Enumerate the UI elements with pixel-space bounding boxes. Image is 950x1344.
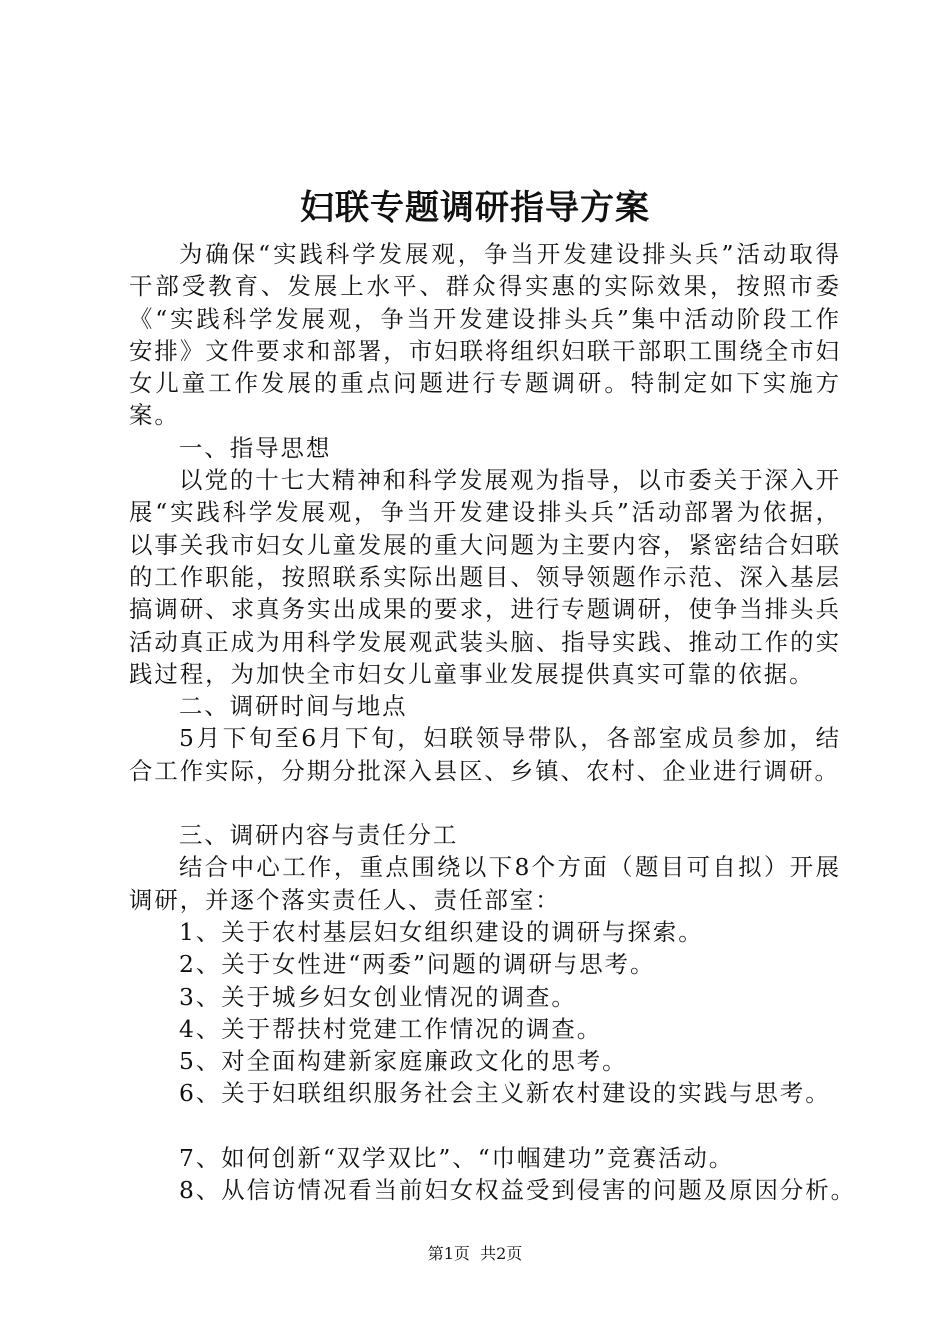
list-item: 8、从信访情况看当前妇女权益受到侵害的问题及原因分析。 [179, 1176, 857, 1205]
section-1-paragraph: 以党的十七大精神和科学发展观为指导，以市委关于深入开展“实践科学发展观，争当开发建设排头兵”活动部署为依据，以事关我市妇女儿童发展的重大问题为主要内容，紧密结合妇联的工作职能，按照联系实际出题目、领导领题作示范、深入基层搞调研、求真务实出成果的要求，进行专题调研，使争当排头兵活动真正成为用科学发展观武装头脑、指导实践、推动工作的实践过程，为加快全市妇女儿童事业发展提供真实可靠的依据。 [129, 466, 841, 688]
section-3-heading: 三、调研内容与责任分工 [179, 821, 459, 850]
list-item: 6、关于妇联组织服务社会主义新农村建设的实践与思考。 [179, 1079, 831, 1108]
list-item: 5、对全面构建新家庭廉政文化的思考。 [179, 1047, 628, 1076]
list-item: 3、关于城乡妇女创业情况的调查。 [179, 982, 577, 1011]
document-title: 妇联专题调研指导方案 [300, 188, 650, 228]
section-1-heading: 一、指导思想 [179, 433, 332, 462]
list-item: 1、关于农村基层妇女组织建设的调研与探索。 [179, 917, 704, 946]
intro-paragraph: 为确保“实践科学发展观，争当开发建设排头兵”活动取得干部受教育、发展上水平、群众得实惠的实际效果，按照市委《“实践科学发展观，争当开发建设排头兵”集中活动阶段工作安排》文件要求和部署，市妇联将组织妇联干部职工围绕全市妇女儿童工作发展的重点问题进行专题调研。特制定如下实施方案。 [129, 240, 841, 430]
section-2-heading: 二、调研时间与地点 [179, 692, 408, 721]
document-body [129, 238, 857, 1206]
list-item: 2、关于女性进“两委”问题的调研与思考。 [179, 950, 656, 979]
blank-line [129, 787, 841, 819]
blank-line [129, 1110, 841, 1142]
list-item: 7、如何创新“双学双比”、“巾帼建功”竞赛活动。 [179, 1143, 735, 1172]
section-2-paragraph: 5月下旬至6月下旬，妇联领导带队，各部室成员参加，结合工作实际，分期分批深入县区、乡镇、农村、企业进行调研。 [129, 724, 841, 785]
list-item: 4、关于帮扶村党建工作情况的调查。 [179, 1014, 603, 1043]
page-footer: 第1页 共2页 [427, 1244, 523, 1263]
section-3-paragraph: 结合中心工作，重点围绕以下8个方面（题目可自拟）开展调研，并逐个落实责任人、责任部室： [129, 853, 841, 914]
